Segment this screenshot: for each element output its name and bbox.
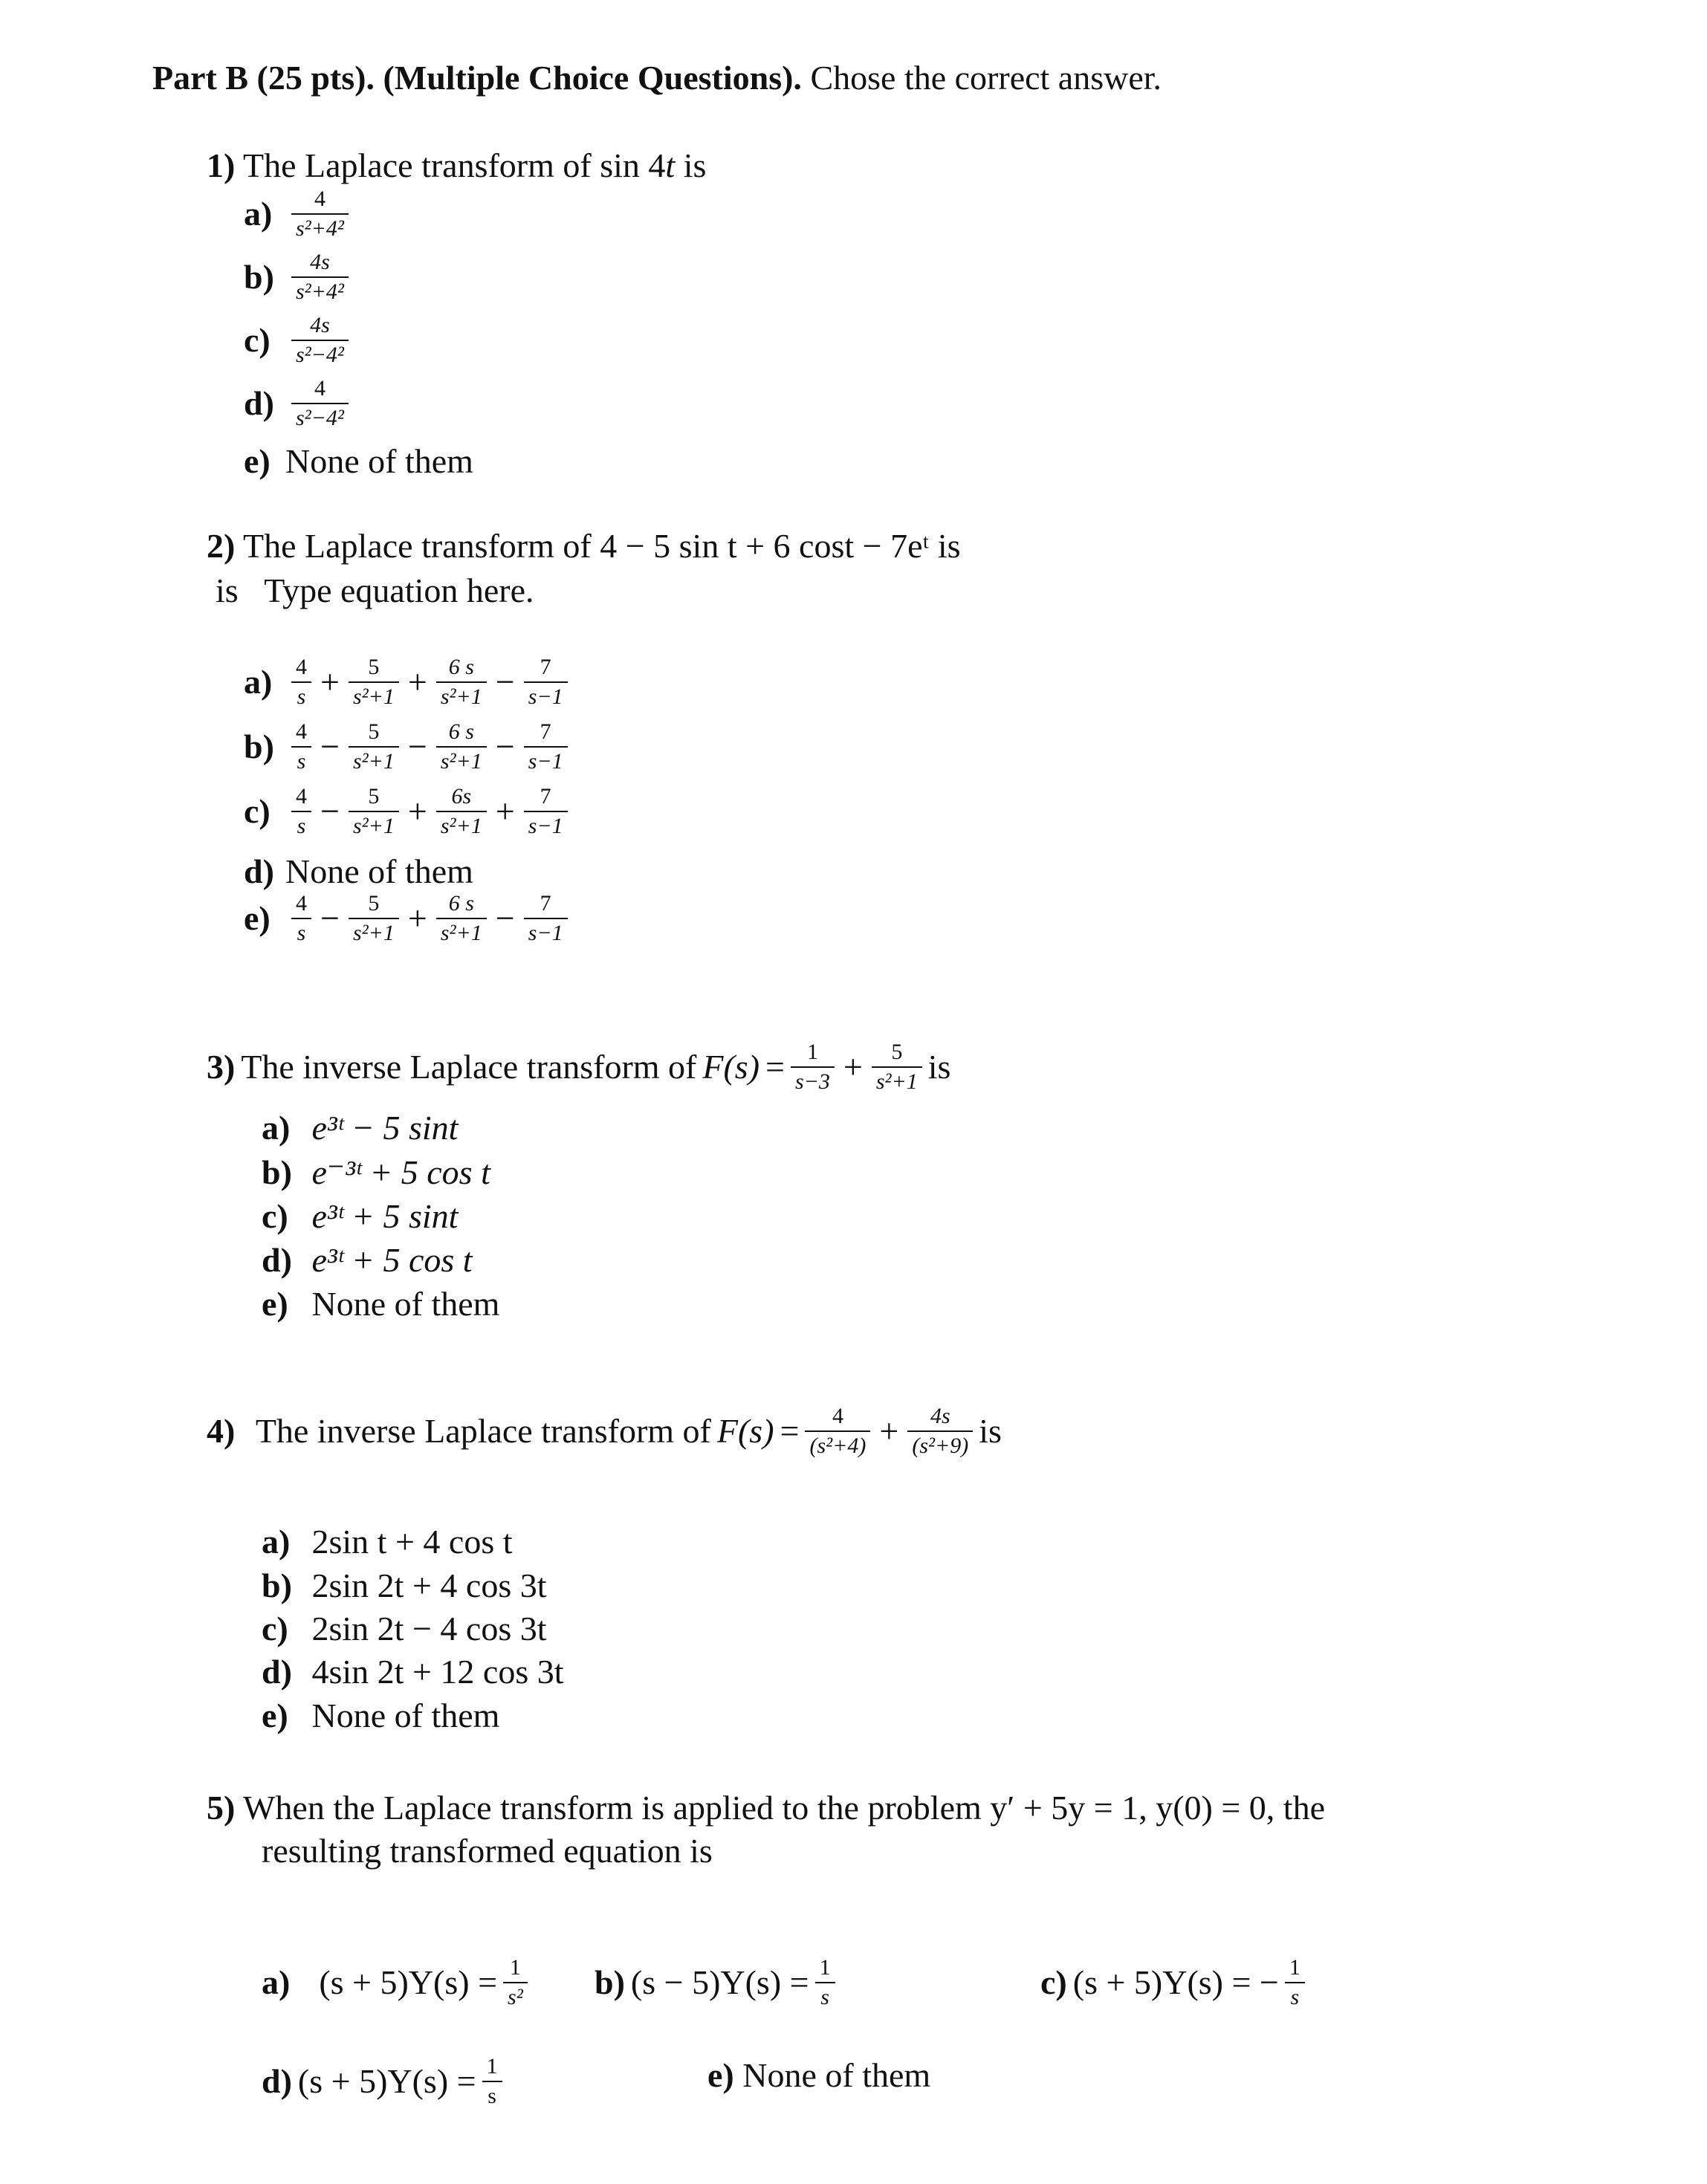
numerator: 5 [368, 784, 380, 809]
denominator: s [1290, 1984, 1300, 2009]
option-label: d) [262, 1653, 292, 1691]
option-label: e) [262, 1285, 288, 1323]
option-label: e) [262, 1697, 288, 1734]
option-label: a) [262, 1109, 291, 1147]
fraction [291, 250, 349, 303]
question-text: The Laplace transform of sin 4 [243, 146, 666, 184]
numerator: 4 [296, 784, 307, 809]
option-text: 4sin 2t + 12 cos 3t [311, 1653, 564, 1691]
q5-option-b[interactable] [595, 1956, 835, 2009]
denominator: s²+1 [440, 684, 482, 709]
fraction [349, 892, 399, 944]
operator: + [879, 1411, 899, 1450]
operator: + [843, 1047, 863, 1086]
operator: − [495, 662, 515, 701]
numerator: 7 [540, 655, 551, 679]
fraction [349, 720, 399, 773]
operator: + [495, 791, 515, 830]
numerator: 5 [891, 1040, 903, 1064]
q5-option-a[interactable] [262, 1956, 528, 2009]
fraction [291, 314, 349, 366]
fraction [436, 785, 487, 837]
denominator: s²−4² [296, 405, 344, 430]
equation-lhs: (s + 5)Y(s) = − [1072, 1963, 1279, 2001]
option-text: None of them [311, 1697, 500, 1734]
option-label: c) [244, 791, 271, 830]
denominator: s [297, 684, 306, 709]
fraction [349, 785, 399, 837]
numerator: 1 [509, 1955, 521, 1980]
q4-option-e[interactable] [262, 1699, 499, 1733]
q3-option-e[interactable] [262, 1287, 499, 1321]
q2-option-c[interactable] [244, 785, 568, 837]
numerator: 5 [368, 655, 380, 679]
numerator: 5 [368, 891, 380, 916]
instruction: Chose the correct answer. [801, 59, 1162, 97]
option-label: a) [244, 662, 273, 701]
option-label: b) [262, 1566, 292, 1604]
denominator: s²+1 [352, 684, 395, 709]
fraction [503, 1956, 528, 2009]
denominator: s−3 [794, 1069, 830, 1094]
denominator: s²−4² [296, 342, 344, 367]
option-label: c) [262, 1197, 288, 1235]
operator: + [407, 791, 427, 830]
denominator: s²+4² [296, 279, 344, 304]
option-label: d) [262, 2061, 292, 2100]
operator: − [320, 727, 340, 765]
fraction [482, 2055, 502, 2107]
numerator: 4s [310, 250, 330, 274]
numerator: 4 [296, 655, 307, 679]
denominator: s [297, 813, 306, 838]
numerator: 1 [806, 1040, 818, 1064]
q2-option-e[interactable] [244, 892, 568, 944]
denominator: s²+1 [440, 920, 482, 945]
option-label: a) [262, 1963, 291, 2001]
numerator: 7 [540, 784, 551, 809]
fraction [524, 785, 568, 837]
denominator: s²+1 [352, 813, 395, 838]
denominator: s−1 [528, 920, 563, 945]
numerator: 4s [930, 1404, 950, 1428]
option-label: c) [244, 320, 271, 359]
option-label: e) [707, 2056, 734, 2094]
fraction [291, 377, 349, 430]
denominator: s²+1 [440, 813, 482, 838]
operator: − [320, 898, 340, 937]
question-5-stem-line2 [262, 1834, 713, 1868]
function-name: F(s) [716, 1411, 774, 1450]
denominator: s² [508, 1984, 523, 2009]
question-text: The Laplace transform of 4 − 5 sin t + 6 cost − 7eᵗ is [243, 527, 961, 565]
denominator: s−1 [528, 813, 563, 838]
numerator: 1 [819, 1955, 831, 1980]
q1-option-b[interactable] [244, 250, 349, 303]
q4-option-a[interactable] [262, 1525, 513, 1559]
question-text-2: resulting transformed equation is [262, 1832, 713, 1870]
fraction [524, 720, 568, 773]
operator: + [320, 662, 340, 701]
question-tail: is [927, 1047, 951, 1086]
denominator: s [297, 920, 306, 945]
q1-option-c[interactable] [244, 314, 349, 366]
q2-option-d[interactable] [244, 852, 473, 890]
question-2-stem-line2 [216, 571, 534, 609]
q1-option-d[interactable] [244, 377, 349, 430]
operator: − [407, 727, 427, 765]
question-tail: is [979, 1411, 1002, 1450]
option-text: 2sin 2t + 4 cos 3t [311, 1566, 547, 1604]
option-label: e) [244, 898, 271, 937]
question-text: The inverse Laplace transform of [255, 1411, 711, 1450]
option-text: 2sin t + 4 cos t [311, 1523, 513, 1561]
equation-placeholder: Type equation here. [264, 571, 534, 609]
q2-option-a[interactable] [244, 655, 568, 708]
question-number: 5) [207, 1789, 236, 1827]
q3-option-a[interactable] [262, 1111, 458, 1145]
fraction [524, 655, 568, 708]
fraction [349, 655, 399, 708]
fraction [805, 1404, 870, 1457]
numerator: 6 s [448, 891, 474, 916]
question-3-stem [207, 1040, 950, 1093]
denominator: s²+1 [875, 1069, 918, 1094]
operator: − [495, 898, 515, 937]
numerator: 6 s [448, 655, 474, 679]
fraction [291, 655, 311, 708]
question-number: 1) [207, 146, 236, 184]
option-label: a) [262, 1523, 291, 1561]
question-tail: is [675, 146, 707, 184]
denominator: s²+4² [296, 216, 344, 241]
option-label: a) [244, 194, 273, 233]
operator: − [320, 791, 340, 830]
q5-option-d[interactable] [262, 2055, 502, 2107]
fraction [436, 892, 487, 944]
option-label: d) [262, 1241, 292, 1279]
denominator: (s²+9) [912, 1433, 969, 1458]
question-number: 3) [207, 1047, 236, 1086]
equation-lhs: (s + 5)Y(s) = [297, 2061, 476, 2100]
numerator: 5 [368, 719, 380, 744]
q1-option-a[interactable] [244, 187, 349, 240]
option-label: c) [262, 1610, 288, 1647]
question-text: When the Laplace transform is applied to the problem y′ + 5y = 1, y(0) = 0, the [243, 1789, 1325, 1827]
denominator: s²+1 [352, 748, 395, 774]
option-label: d) [244, 852, 274, 890]
question-variable: t [665, 146, 676, 184]
numerator: 6 s [448, 719, 474, 744]
q2-option-b[interactable] [244, 720, 568, 773]
option-text: None of them [742, 2056, 931, 2094]
numerator: 1 [1289, 1955, 1301, 1980]
q3-option-c[interactable] [262, 1199, 458, 1234]
fraction [791, 1040, 835, 1093]
equals: = [780, 1411, 800, 1450]
question-2-stem [207, 529, 961, 563]
option-label: e) [244, 442, 271, 480]
question-number: 4) [207, 1411, 236, 1450]
fraction [291, 892, 311, 944]
fraction [291, 785, 311, 837]
q3-option-d[interactable] [262, 1243, 473, 1277]
equation-lhs: (s − 5)Y(s) = [630, 1963, 809, 2001]
option-text: e³ᵗ + 5 sint [311, 1197, 459, 1235]
fraction [436, 655, 487, 708]
section-header [152, 61, 1162, 95]
option-text: e⁻³ᵗ + 5 cos t [311, 1153, 490, 1191]
q4-option-b[interactable] [262, 1566, 547, 1604]
denominator: (s²+4) [809, 1433, 867, 1458]
question-text: The inverse Laplace transform of [241, 1047, 697, 1086]
option-text: e³ᵗ + 5 cos t [311, 1241, 473, 1279]
denominator: s [488, 2083, 496, 2108]
question-1-stem [207, 146, 707, 184]
numerator: 4 [314, 376, 325, 401]
option-label: c) [1040, 1963, 1067, 2001]
question-4-stem [207, 1404, 1002, 1457]
option-text: None of them [285, 442, 473, 480]
numerator: 7 [540, 719, 551, 744]
q1-option-e[interactable] [244, 444, 473, 479]
option-label: b) [244, 727, 274, 765]
denominator: s²+1 [440, 748, 482, 774]
equals: = [765, 1047, 785, 1086]
fraction [907, 1404, 973, 1457]
option-text: None of them [285, 852, 473, 890]
option-label: b) [262, 1153, 292, 1191]
option-label: b) [595, 1963, 625, 2001]
operator: − [495, 727, 515, 765]
q4-option-d[interactable] [262, 1655, 564, 1689]
operator: + [407, 662, 427, 701]
fraction [291, 187, 349, 240]
fraction [291, 720, 311, 773]
numerator: 4 [314, 187, 325, 211]
numerator: 4 [296, 719, 307, 744]
numerator: 1 [486, 2054, 498, 2078]
option-label: d) [244, 383, 274, 422]
denominator: s [820, 1984, 829, 2009]
equation-lhs: (s + 5)Y(s) = [319, 1963, 498, 2001]
option-label: b) [244, 257, 274, 296]
denominator: s [297, 748, 306, 774]
q5-option-c[interactable] [1040, 1956, 1305, 2009]
numerator: 4 [832, 1404, 843, 1428]
question-number: 2) [207, 527, 236, 565]
numerator: 4s [310, 313, 330, 337]
fraction [524, 892, 568, 944]
question-text-is: is [216, 571, 239, 609]
part-title: Part B (25 pts). (Multiple Choice Questions). [152, 59, 802, 97]
operator: + [407, 898, 427, 937]
fraction [815, 1956, 835, 2009]
fraction [872, 1040, 922, 1093]
denominator: s²+1 [352, 920, 395, 945]
fraction [436, 720, 487, 773]
q5-option-e[interactable] [707, 2058, 930, 2093]
function-name: F(s) [702, 1047, 760, 1086]
numerator: 4 [296, 891, 307, 916]
denominator: s−1 [528, 748, 563, 774]
denominator: s−1 [528, 684, 563, 709]
option-text: e³ᵗ − 5 sint [311, 1109, 459, 1147]
numerator: 6s [451, 784, 472, 809]
option-text: None of them [311, 1285, 500, 1323]
fraction [1285, 1956, 1305, 2009]
q4-option-c[interactable] [262, 1612, 547, 1646]
question-5-stem [207, 1791, 1325, 1825]
q3-option-b[interactable] [262, 1153, 490, 1191]
numerator: 7 [540, 891, 551, 916]
option-text: 2sin 2t − 4 cos 3t [311, 1610, 547, 1647]
